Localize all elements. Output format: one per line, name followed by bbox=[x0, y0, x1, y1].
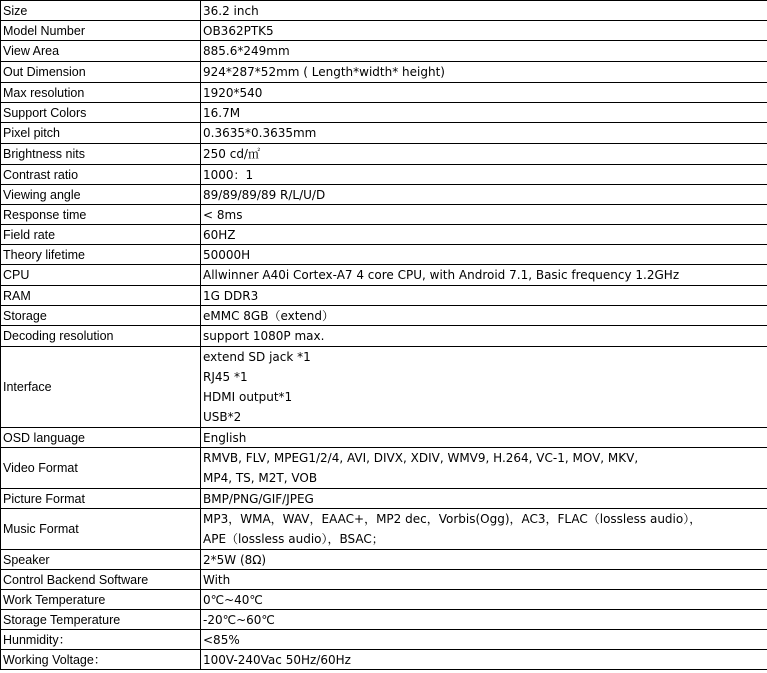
spec-label: Video Format bbox=[1, 448, 201, 489]
table-row bbox=[1, 41, 767, 62]
spec-label: RAM bbox=[1, 286, 201, 306]
table-row bbox=[1, 123, 767, 144]
spec-value: With bbox=[201, 570, 767, 590]
spec-value: 1920*540 bbox=[201, 83, 767, 103]
table-row bbox=[1, 509, 767, 550]
spec-label: Storage bbox=[1, 306, 201, 326]
spec-label: Viewing angle bbox=[1, 185, 201, 205]
table-row bbox=[1, 650, 767, 670]
spec-label: Pixel pitch bbox=[1, 123, 201, 144]
spec-value-line: APE（lossless audio），BSAC； bbox=[203, 532, 384, 546]
spec-value-line: RJ45 *1 bbox=[203, 370, 248, 384]
spec-table-body bbox=[1, 1, 767, 670]
table-row bbox=[1, 205, 767, 225]
spec-value-line: MP4, TS, M2T, VOB bbox=[203, 471, 318, 485]
spec-label: Size bbox=[1, 1, 201, 21]
table-row bbox=[1, 62, 767, 83]
spec-value: OB362PTK5 bbox=[201, 21, 767, 41]
table-row bbox=[1, 265, 767, 286]
spec-value: eMMC 8GB（extend） bbox=[201, 306, 767, 326]
table-row bbox=[1, 570, 767, 590]
table-row bbox=[1, 165, 767, 185]
spec-label: Picture Format bbox=[1, 489, 201, 509]
spec-label: CPU bbox=[1, 265, 201, 286]
spec-label: Speaker bbox=[1, 550, 201, 570]
spec-value: Allwinner A40i Cortex-A7 4 core CPU, with Android 7.1, Basic frequency 1.2GHz bbox=[201, 265, 767, 286]
spec-value-line: HDMI output*1 bbox=[203, 390, 293, 404]
spec-value: 885.6*249mm bbox=[201, 41, 767, 62]
spec-label: Storage Temperature bbox=[1, 610, 201, 630]
table-row bbox=[1, 428, 767, 448]
table-row bbox=[1, 103, 767, 123]
spec-value: 0℃~40℃ bbox=[201, 590, 767, 610]
spec-value: 60HZ bbox=[201, 225, 767, 245]
spec-value-line: RMVB, FLV, MPEG1/2/4, AVI, DIVX, XDIV, WMV9, H.264, VC-1, MOV, MKV, bbox=[203, 451, 639, 465]
spec-value: 100V-240Vac 50Hz/60Hz bbox=[201, 650, 767, 670]
spec-value-line: extend SD jack *1 bbox=[203, 350, 311, 364]
spec-value-multiline bbox=[201, 509, 767, 550]
table-row bbox=[1, 1, 767, 21]
table-row bbox=[1, 306, 767, 326]
spec-value: 1000：1 bbox=[201, 165, 767, 185]
spec-label: View Area bbox=[1, 41, 201, 62]
spec-value: 50000H bbox=[201, 245, 767, 265]
spec-label: Out Dimension bbox=[1, 62, 201, 83]
spec-value-line: MP3，WMA，WAV，EAAC+，MP2 dec，Vorbis(Ogg)，AC3，FLAC（lossless audio）， bbox=[203, 512, 702, 526]
spec-label: Working Voltage： bbox=[1, 650, 201, 670]
table-row bbox=[1, 286, 767, 306]
table-row bbox=[1, 489, 767, 509]
table-row bbox=[1, 630, 767, 650]
spec-label: Response time bbox=[1, 205, 201, 225]
spec-label: Max resolution bbox=[1, 83, 201, 103]
spec-value: < 8ms bbox=[201, 205, 767, 225]
spec-value-multiline bbox=[201, 448, 767, 489]
spec-value: 36.2 inch bbox=[201, 1, 767, 21]
spec-label: Control Backend Software bbox=[1, 570, 201, 590]
spec-label: Theory lifetime bbox=[1, 245, 201, 265]
table-row bbox=[1, 550, 767, 570]
table-row bbox=[1, 21, 767, 41]
spec-value: support 1080P max. bbox=[201, 326, 767, 347]
spec-value: -20℃~60℃ bbox=[201, 610, 767, 630]
table-row bbox=[1, 144, 767, 165]
table-row bbox=[1, 326, 767, 347]
spec-value: BMP/PNG/GIF/JPEG bbox=[201, 489, 767, 509]
spec-value: 0.3635*0.3635mm bbox=[201, 123, 767, 144]
table-row bbox=[1, 185, 767, 205]
table-row bbox=[1, 225, 767, 245]
table-row bbox=[1, 347, 767, 428]
spec-label: Contrast ratio bbox=[1, 165, 201, 185]
spec-label: Support Colors bbox=[1, 103, 201, 123]
spec-value-line: USB*2 bbox=[203, 410, 242, 424]
spec-label: Brightness nits bbox=[1, 144, 201, 165]
spec-label: Decoding resolution bbox=[1, 326, 201, 347]
spec-label: Music Format bbox=[1, 509, 201, 550]
spec-value: 2*5W (8Ω) bbox=[201, 550, 767, 570]
table-row bbox=[1, 448, 767, 489]
table-row bbox=[1, 610, 767, 630]
spec-label: Model Number bbox=[1, 21, 201, 41]
table-row bbox=[1, 83, 767, 103]
table-row bbox=[1, 245, 767, 265]
spec-label: Interface bbox=[1, 347, 201, 428]
spec-value: 924*287*52mm ( Length*width* height) bbox=[201, 62, 767, 83]
spec-label: Field rate bbox=[1, 225, 201, 245]
spec-value-multiline bbox=[201, 347, 767, 428]
spec-value: 250 cd/㎡ bbox=[201, 144, 767, 165]
spec-value: 89/89/89/89 R/L/U/D bbox=[201, 185, 767, 205]
table-row bbox=[1, 590, 767, 610]
spec-label: Work Temperature bbox=[1, 590, 201, 610]
spec-label: OSD language bbox=[1, 428, 201, 448]
spec-label: Hunmidity： bbox=[1, 630, 201, 650]
spec-value: <85% bbox=[201, 630, 767, 650]
spec-value: 16.7M bbox=[201, 103, 767, 123]
spec-value: 1G DDR3 bbox=[201, 286, 767, 306]
spec-value: English bbox=[201, 428, 767, 448]
